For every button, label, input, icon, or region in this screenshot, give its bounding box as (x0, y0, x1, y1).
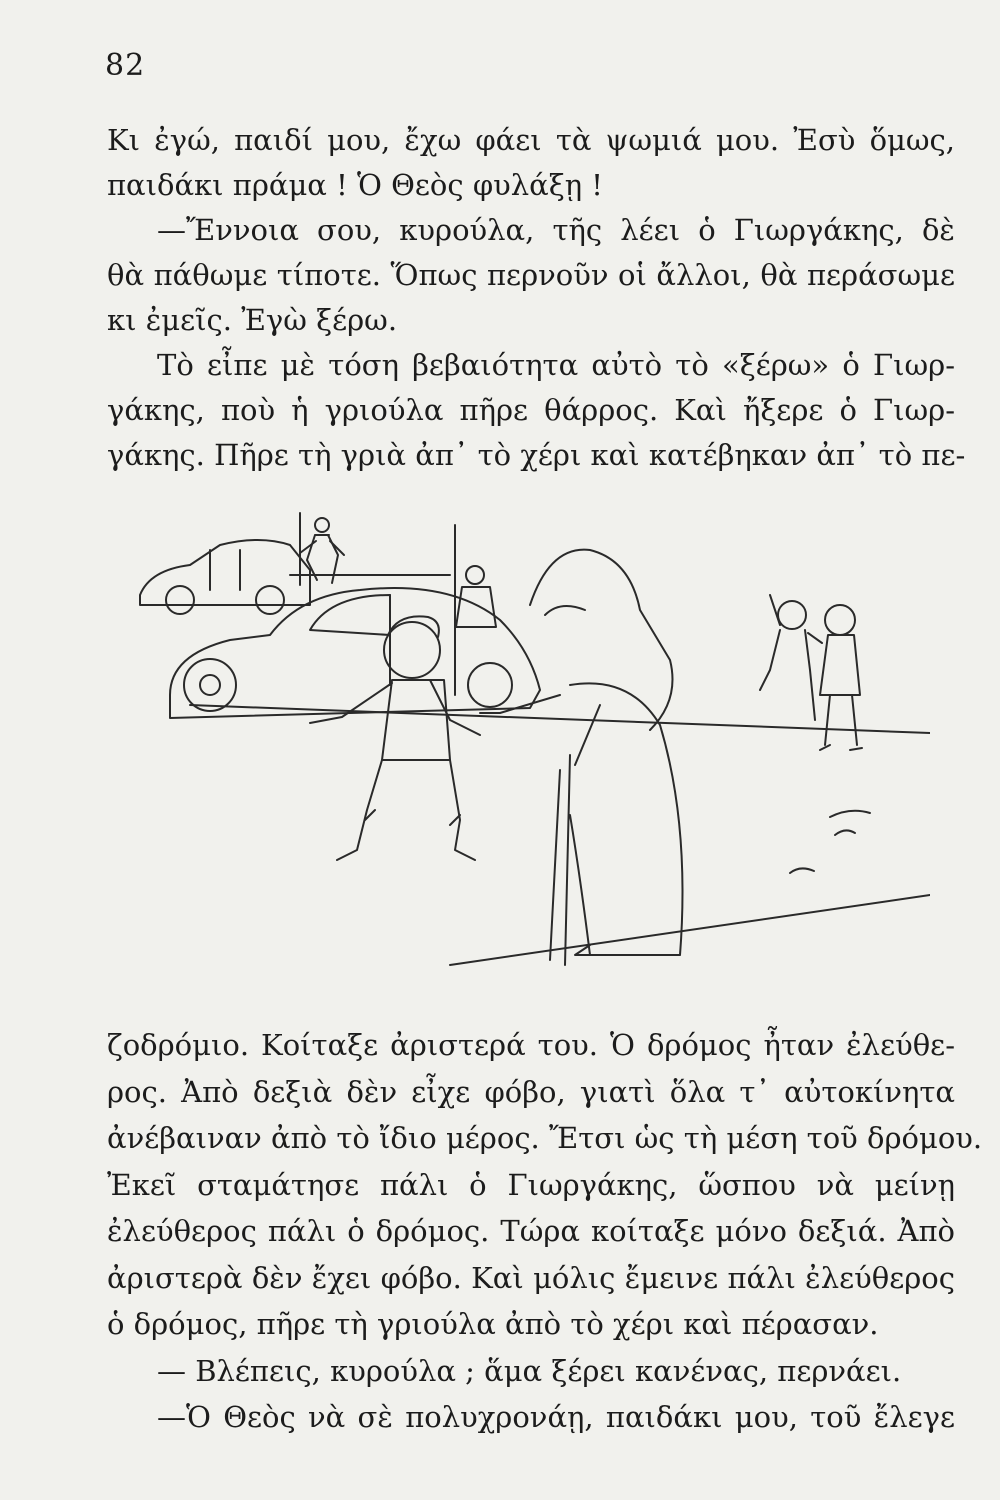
text-line: γάκης, ποὺ ἡ γριούλα πῆρε θάρρος. Καὶ ἤξερε ὁ Γιωρ- (107, 393, 955, 427)
text-line: θὰ πάθωμε τίποτε. Ὅπως περνοῦν οἱ ἄλλοι, θὰ περάσωμε (107, 258, 955, 292)
text-line: ἀνέβαιναν ἀπὸ τὸ ἴδιο μέρος. Ἔτσι ὡς τὴ μέση τοῦ δρόμου. (107, 1121, 983, 1155)
page-number: 82 (105, 48, 146, 83)
distant-car-drawing (140, 540, 310, 614)
text-line: Κι ἐγώ, παιδί μου, ἔχω φάει τὰ ψωμιά μου. Ἐσὺ ὅμως, (107, 123, 955, 157)
car-drawing (170, 588, 540, 718)
text-line: παιδάκι πράμα ! Ὁ Θεὸς φυλάξῃ ! (107, 168, 603, 202)
text-line: ρος. Ἀπὸ δεξιὰ δὲν εἶχε φόβο, γιατὶ ὅλα τ᾿ αὐτοκίνητα (107, 1074, 955, 1109)
text-line: Τὸ εἶπε μὲ τόση βεβαιότητα αὐτὸ τὸ «ξέρω» ὁ Γιωρ- (157, 348, 955, 382)
text-line: ὁ δρόμος, πῆρε τὴ γριούλα ἀπὸ τὸ χέρι καὶ πέρασαν. (107, 1307, 879, 1341)
text-line: κι ἐμεῖς. Ἐγὼ ξέρω. (107, 303, 398, 337)
text-line: γάκης. Πῆρε τὴ γριὰ ἀπ᾿ τὸ χέρι καὶ κατέβηκαν ἀπ᾿ τὸ πε- (107, 438, 966, 472)
text-line: ἐλεύθερος πάλι ὁ δρόμος. Τώρα κοίταξε μόνο δεξιά. Ἀπὸ (107, 1214, 955, 1248)
text-line: —Ἔννοια σου, κυρούλα, τῆς λέει ὁ Γιωργάκης, δὲ (157, 213, 955, 247)
text-line: —Ὁ Θεὸς νὰ σὲ πολυχρονάῃ, παιδάκι μου, τοῦ ἔλεγε (157, 1400, 955, 1434)
text-line: ἀριστερὰ δὲν ἔχει φόβο. Καὶ μόλις ἔμεινε πάλι ἐλεύθερος (107, 1260, 955, 1295)
text-block-bottom (107, 1022, 983, 1441)
text-line: ζοδρόμιο. Κοίταξε ἀριστερά του. Ὁ δρόμος ἦταν ἐλεύθε- (107, 1028, 955, 1062)
text-line: — Βλέπεις, κυρούλα ; ἅμα ξέρει κανένας, περνάει. (157, 1353, 902, 1388)
illustration (130, 505, 930, 975)
old-woman-drawing (480, 550, 683, 965)
text-line: Ἐκεῖ σταμάτησε πάλι ὁ Γιωργάκης, ὥσπου νὰ μείνῃ (107, 1167, 955, 1202)
text-block-top (107, 118, 966, 478)
